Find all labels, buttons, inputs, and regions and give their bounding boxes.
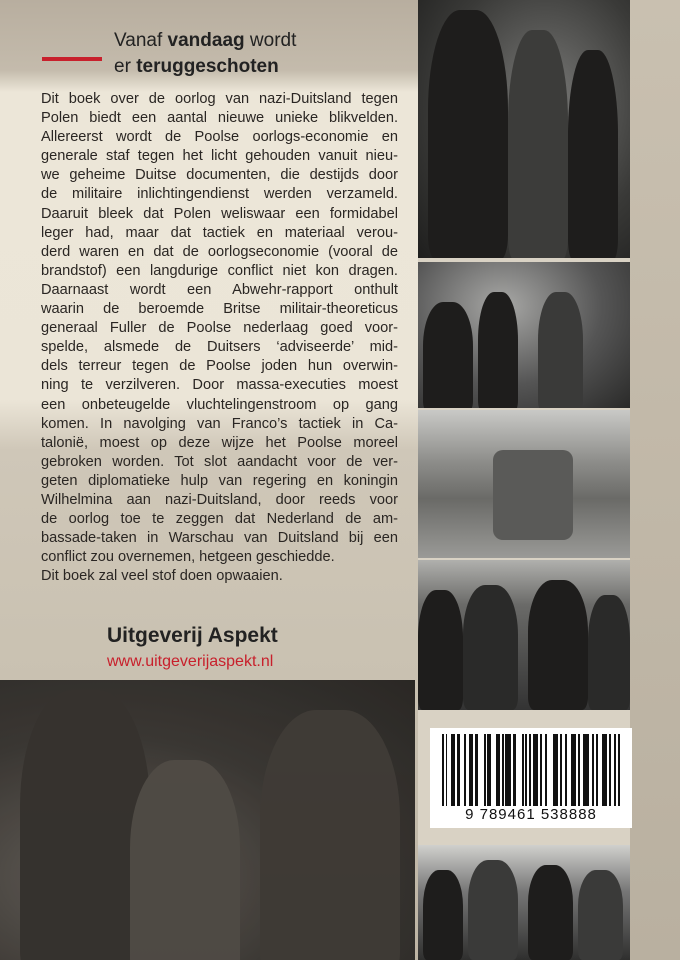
headline-bold-word: vandaag (167, 30, 245, 51)
blurb-line: de militaire inlichtingendienst werden verzameld. (41, 186, 398, 203)
photo-officers-car (418, 262, 630, 408)
headline-word: er (114, 56, 131, 77)
blurb-line: gebroken worden. Tot slot aandacht voor de ver- (41, 453, 398, 470)
publisher-name: Uitgeverij Aspekt (107, 624, 278, 647)
barcode-bars (442, 734, 620, 806)
isbn-number: 9 789461 538888 (465, 806, 597, 823)
blurb-line: Daarnaast wordt een Abwehr-rapport onthult (41, 281, 398, 298)
isbn-barcode (430, 728, 632, 828)
blurb-line: bassade-taken in Warschau van Duitsland bij een (41, 530, 398, 547)
cover-edge (630, 0, 680, 960)
headline-word: wordt (249, 30, 297, 51)
blurb-line: Dit boek zal veel stof doen opwaaien. (41, 568, 283, 585)
publisher-url[interactable]: www.uitgeverijaspekt.nl (107, 653, 274, 670)
blurb-line: Allereerst wordt de Poolse oorlogs-economie en (41, 129, 398, 146)
photo-soldiers-fence (418, 845, 630, 960)
blurb-line: een onbeteugelde vluchtelingenstroom op gang (41, 396, 398, 413)
headline-bold-word: teruggeschoten (136, 56, 279, 77)
blurb-line: geten diplomatieke hulp van regering en koningin (41, 472, 398, 489)
headline-line-1 (114, 28, 296, 54)
blurb-line: we geheime Duitse documenten, die destijds door (41, 167, 398, 184)
blurb-line: spelde, alsmede de Duitsers ‘adviseerde’ mid- (41, 339, 398, 356)
blurb-line: brandstof) een langdurige conflict niet kon dragen. (41, 262, 398, 279)
blurb-line: komen. In navolging van Franco’s tactiek in Ca- (41, 415, 398, 432)
headline-line-2 (114, 54, 279, 80)
blurb-line: generaal Fuller de Poolse nederlaag goed voor- (41, 320, 398, 337)
blurb-line: Dit boek over de oorlog van nazi-Duitsland tegen (41, 91, 398, 107)
blurb-line: dels terreur tegen de Poolse joden hun overwin- (41, 358, 398, 375)
blurb-line: Daaruit bleek dat Polen weliswaar een formidabel (41, 205, 398, 222)
blurb-line: generale staf tegen het licht gehouden vanuit nieu- (41, 148, 398, 165)
accent-rule (42, 57, 102, 61)
photo-soldiers-marching (418, 0, 630, 258)
blurb-line: de oorlog toe te zeggen dat Nederland de am- (41, 511, 398, 528)
headline-word: Vanaf (114, 30, 163, 51)
photo-officers-group (418, 560, 630, 710)
blurb-line: talonië, moest op deze wijze het Poolse moreel (41, 434, 398, 451)
blurb-line: derd waren en dat de oorlogseconomie (vooral de (41, 243, 398, 260)
blurb-line: ning te verzilveren. Door massa-executies moest (41, 377, 398, 394)
blurb-text (41, 90, 398, 586)
blurb-line: waarin de beroemde Britse militair-theoreticus (41, 301, 398, 318)
photo-armored-car (418, 410, 630, 558)
blurb-line: Polen biedt een aantal nieuwe unieke blikvelden. (41, 110, 398, 127)
blurb-line: leger had, maar dat tactiek en materiaal verou- (41, 224, 398, 241)
blurb-line: conflict zou overnemen, hetgeen geschiedde. (41, 549, 335, 566)
photo-polish-generals (0, 680, 415, 960)
blurb-line: Wilhelmina aan nazi-Duitsland, door reeds voor (41, 491, 398, 508)
barcode-bar (618, 734, 620, 806)
